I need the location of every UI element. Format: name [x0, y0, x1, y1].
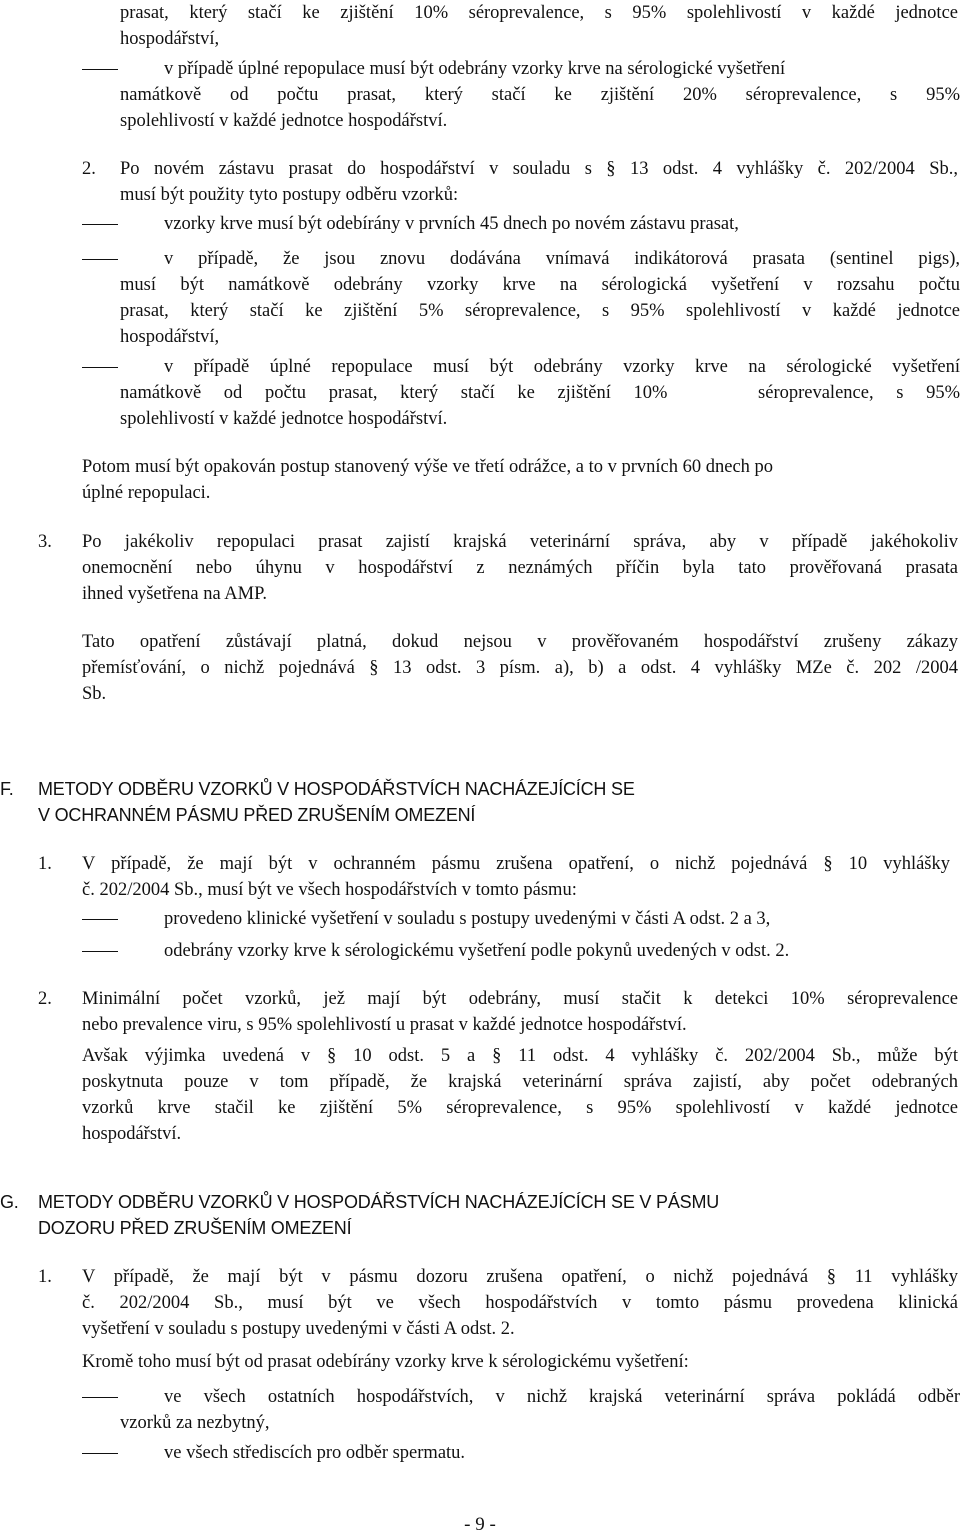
text-line: Avšak výjimka uvedená v § 10 odst. 5 a § 11 odst. 4 vyhlášky č. 202/2004 Sb., může být	[82, 1046, 958, 1066]
text-line: hospodářství,	[120, 29, 220, 49]
item-number: 2.	[82, 159, 96, 179]
text-line: přemísťování, o nichž pojednává § 13 odst. 3 písm. a), b) a odst. 4 vyhlášky MZe č. 202 /2004	[82, 658, 958, 678]
follow-up-paragraph	[82, 1349, 958, 1375]
item-number: 3.	[38, 532, 52, 552]
dash-bullet	[82, 919, 118, 920]
item-3-paragraph	[82, 529, 958, 607]
text-line: prasat, který stačí ke zjištění 10% séroprevalence, s 95% spolehlivostí v každé jednotce	[120, 3, 958, 23]
dash-line: namátkově od počtu prasat, který stačí ke zjištění 20% séroprevalence, s 95%	[120, 85, 960, 105]
dash-line: namátkově od počtu prasat, který stačí ke zjištění 10% séroprevalence, s 95%	[120, 383, 960, 403]
dash-line: v případě, že jsou znovu dodávána vnímavá indikátorová prasata (sentinel pigs),	[164, 249, 960, 269]
text-line: vzorků krve stačil ke zjištění 5% séroprevalence, s 95% spolehlivostí v každé jednotce	[82, 1098, 958, 1118]
dash-line: musí být namátkově odebrány vzorky krve na sérologická vyšetření v rozsahu počtu	[120, 275, 960, 295]
section-letter: G.	[0, 1192, 19, 1212]
text-line: ihned vyšetřena na AMP.	[82, 584, 267, 604]
text-line: č. 202/2004 Sb., musí být ve všech hospodářstvích v tomto pásmu provedena klinická	[82, 1293, 958, 1313]
dash-line: provedeno klinické vyšetření v souladu s postupy uvedenými v části A odst. 2 a 3,	[164, 909, 771, 929]
section-g-item-1-paragraph	[82, 1264, 958, 1342]
dash-bullet	[82, 1397, 118, 1398]
continued-paragraph	[120, 0, 958, 52]
dash-line: prasat, který stačí ke zjištění 5% séroprevalence, s 95% spolehlivostí v každé jednotce	[120, 301, 960, 321]
dash-bullet	[82, 367, 118, 368]
item-2-paragraph	[120, 156, 958, 208]
text-line: Potom musí být opakován postup stanovený výše ve třetí odrážce, a to v prvních 60 dnech po	[82, 457, 774, 477]
section-f-item-1-paragraph	[82, 851, 950, 903]
text-line: V případě, že mají být v pásmu dozoru zrušena opatření, o nichž pojednává § 11 vyhlášky	[82, 1267, 958, 1287]
item-number: 1.	[38, 1267, 52, 1287]
item-number: 2.	[38, 989, 52, 1009]
text-line: Sb.	[82, 684, 107, 704]
dash-line: vzorky krve musí být odebírány v prvních 45 dnech po novém zástavu prasat,	[164, 214, 739, 234]
dash-line: spolehlivostí v každé jednotce hospodářství.	[120, 111, 448, 131]
dash-bullet	[82, 1453, 118, 1454]
follow-up-paragraph	[82, 629, 958, 707]
dash-bullet	[82, 259, 118, 260]
text-line: č. 202/2004 Sb., musí být ve všech hospodářstvích v tomto pásmu:	[82, 880, 577, 900]
text-line: Tato opatření zůstávají platná, dokud nejsou v prověřovaném hospodářství zrušeny zákazy	[82, 632, 958, 652]
text-line: Minimální počet vzorků, jež mají být odebrány, musí stačit k detekci 10% séroprevalence	[82, 989, 958, 1009]
text-line: poskytnuta pouze v tom případě, že krajská veterinární správa zajistí, aby počet odebraných	[82, 1072, 958, 1092]
dash-bullet	[82, 951, 118, 952]
text-line: musí být použity tyto postupy odběru vzorků:	[120, 185, 459, 205]
dash-bullet	[82, 69, 118, 70]
text-line: V případě, že mají být v ochranném pásmu zrušena opatření, o nichž pojednává § 10 vyhlášky	[82, 854, 950, 874]
section-letter: F.	[0, 779, 14, 799]
text-line: Po jakékoliv repopulaci prasat zajistí krajská veterinární správa, aby v případě jakéhokoliv	[82, 532, 958, 552]
dash-line: vzorků za nezbytný,	[120, 1413, 270, 1433]
section-title-line: METODY ODBĚRU VZORKŮ V HOSPODÁŘSTVÍCH NACHÁZEJÍCÍCH SE V PÁSMU	[38, 1192, 720, 1212]
section-title-line: METODY ODBĚRU VZORKŮ V HOSPODÁŘSTVÍCH NACHÁZEJÍCÍCH SE	[38, 779, 635, 799]
dash-line: ve všech střediscích pro odběr spermatu.	[164, 1443, 466, 1463]
dash-line: odebrány vzorky krve k sérologickému vyšetření podle pokynů uvedených v odst. 2.	[164, 941, 790, 961]
dash-line: ve všech ostatních hospodářstvích, v nichž krajská veterinární správa pokládá odběr	[164, 1387, 960, 1407]
item-number: 1.	[38, 854, 52, 874]
follow-up-paragraph	[82, 1043, 958, 1147]
dash-line: hospodářství,	[120, 327, 220, 347]
dash-line: v případě úplné repopulace musí být odebrány vzorky krve na sérologické vyšetření	[164, 357, 960, 377]
dash-bullet	[82, 224, 118, 225]
text-line: Po novém zástavu prasat do hospodářství v souladu s § 13 odst. 4 vyhlášky č. 202/2004 Sb.,	[120, 159, 958, 179]
text-line: Kromě toho musí být od prasat odebírány vzorky krve k sérologickému vyšetření:	[82, 1352, 689, 1372]
text-line: onemocnění nebo úhynu v hospodářství z neznámých příčin byla tato prověřovaná prasata	[82, 558, 958, 578]
section-f-item-2-paragraph	[82, 986, 958, 1038]
text-line: hospodářství.	[82, 1124, 182, 1144]
text-line: úplné repopulaci.	[82, 483, 211, 503]
dash-line: v případě úplné repopulace musí být odebrány vzorky krve na sérologické vyšetření	[164, 59, 786, 79]
section-title-line: DOZORU PŘED ZRUŠENÍM OMEZENÍ	[38, 1218, 352, 1238]
dash-line: spolehlivostí v každé jednotce hospodářství.	[120, 409, 448, 429]
text-line: nebo prevalence viru, s 95% spolehlivostí u prasat v každé jednotce hospodářství.	[82, 1015, 687, 1035]
section-title-line: V OCHRANNÉM PÁSMU PŘED ZRUŠENÍM OMEZENÍ	[38, 805, 476, 825]
text-line: vyšetření v souladu s postupy uvedenými v části A odst. 2.	[82, 1319, 515, 1339]
page-number: - 9 -	[464, 1514, 496, 1535]
follow-up-paragraph	[82, 454, 958, 506]
